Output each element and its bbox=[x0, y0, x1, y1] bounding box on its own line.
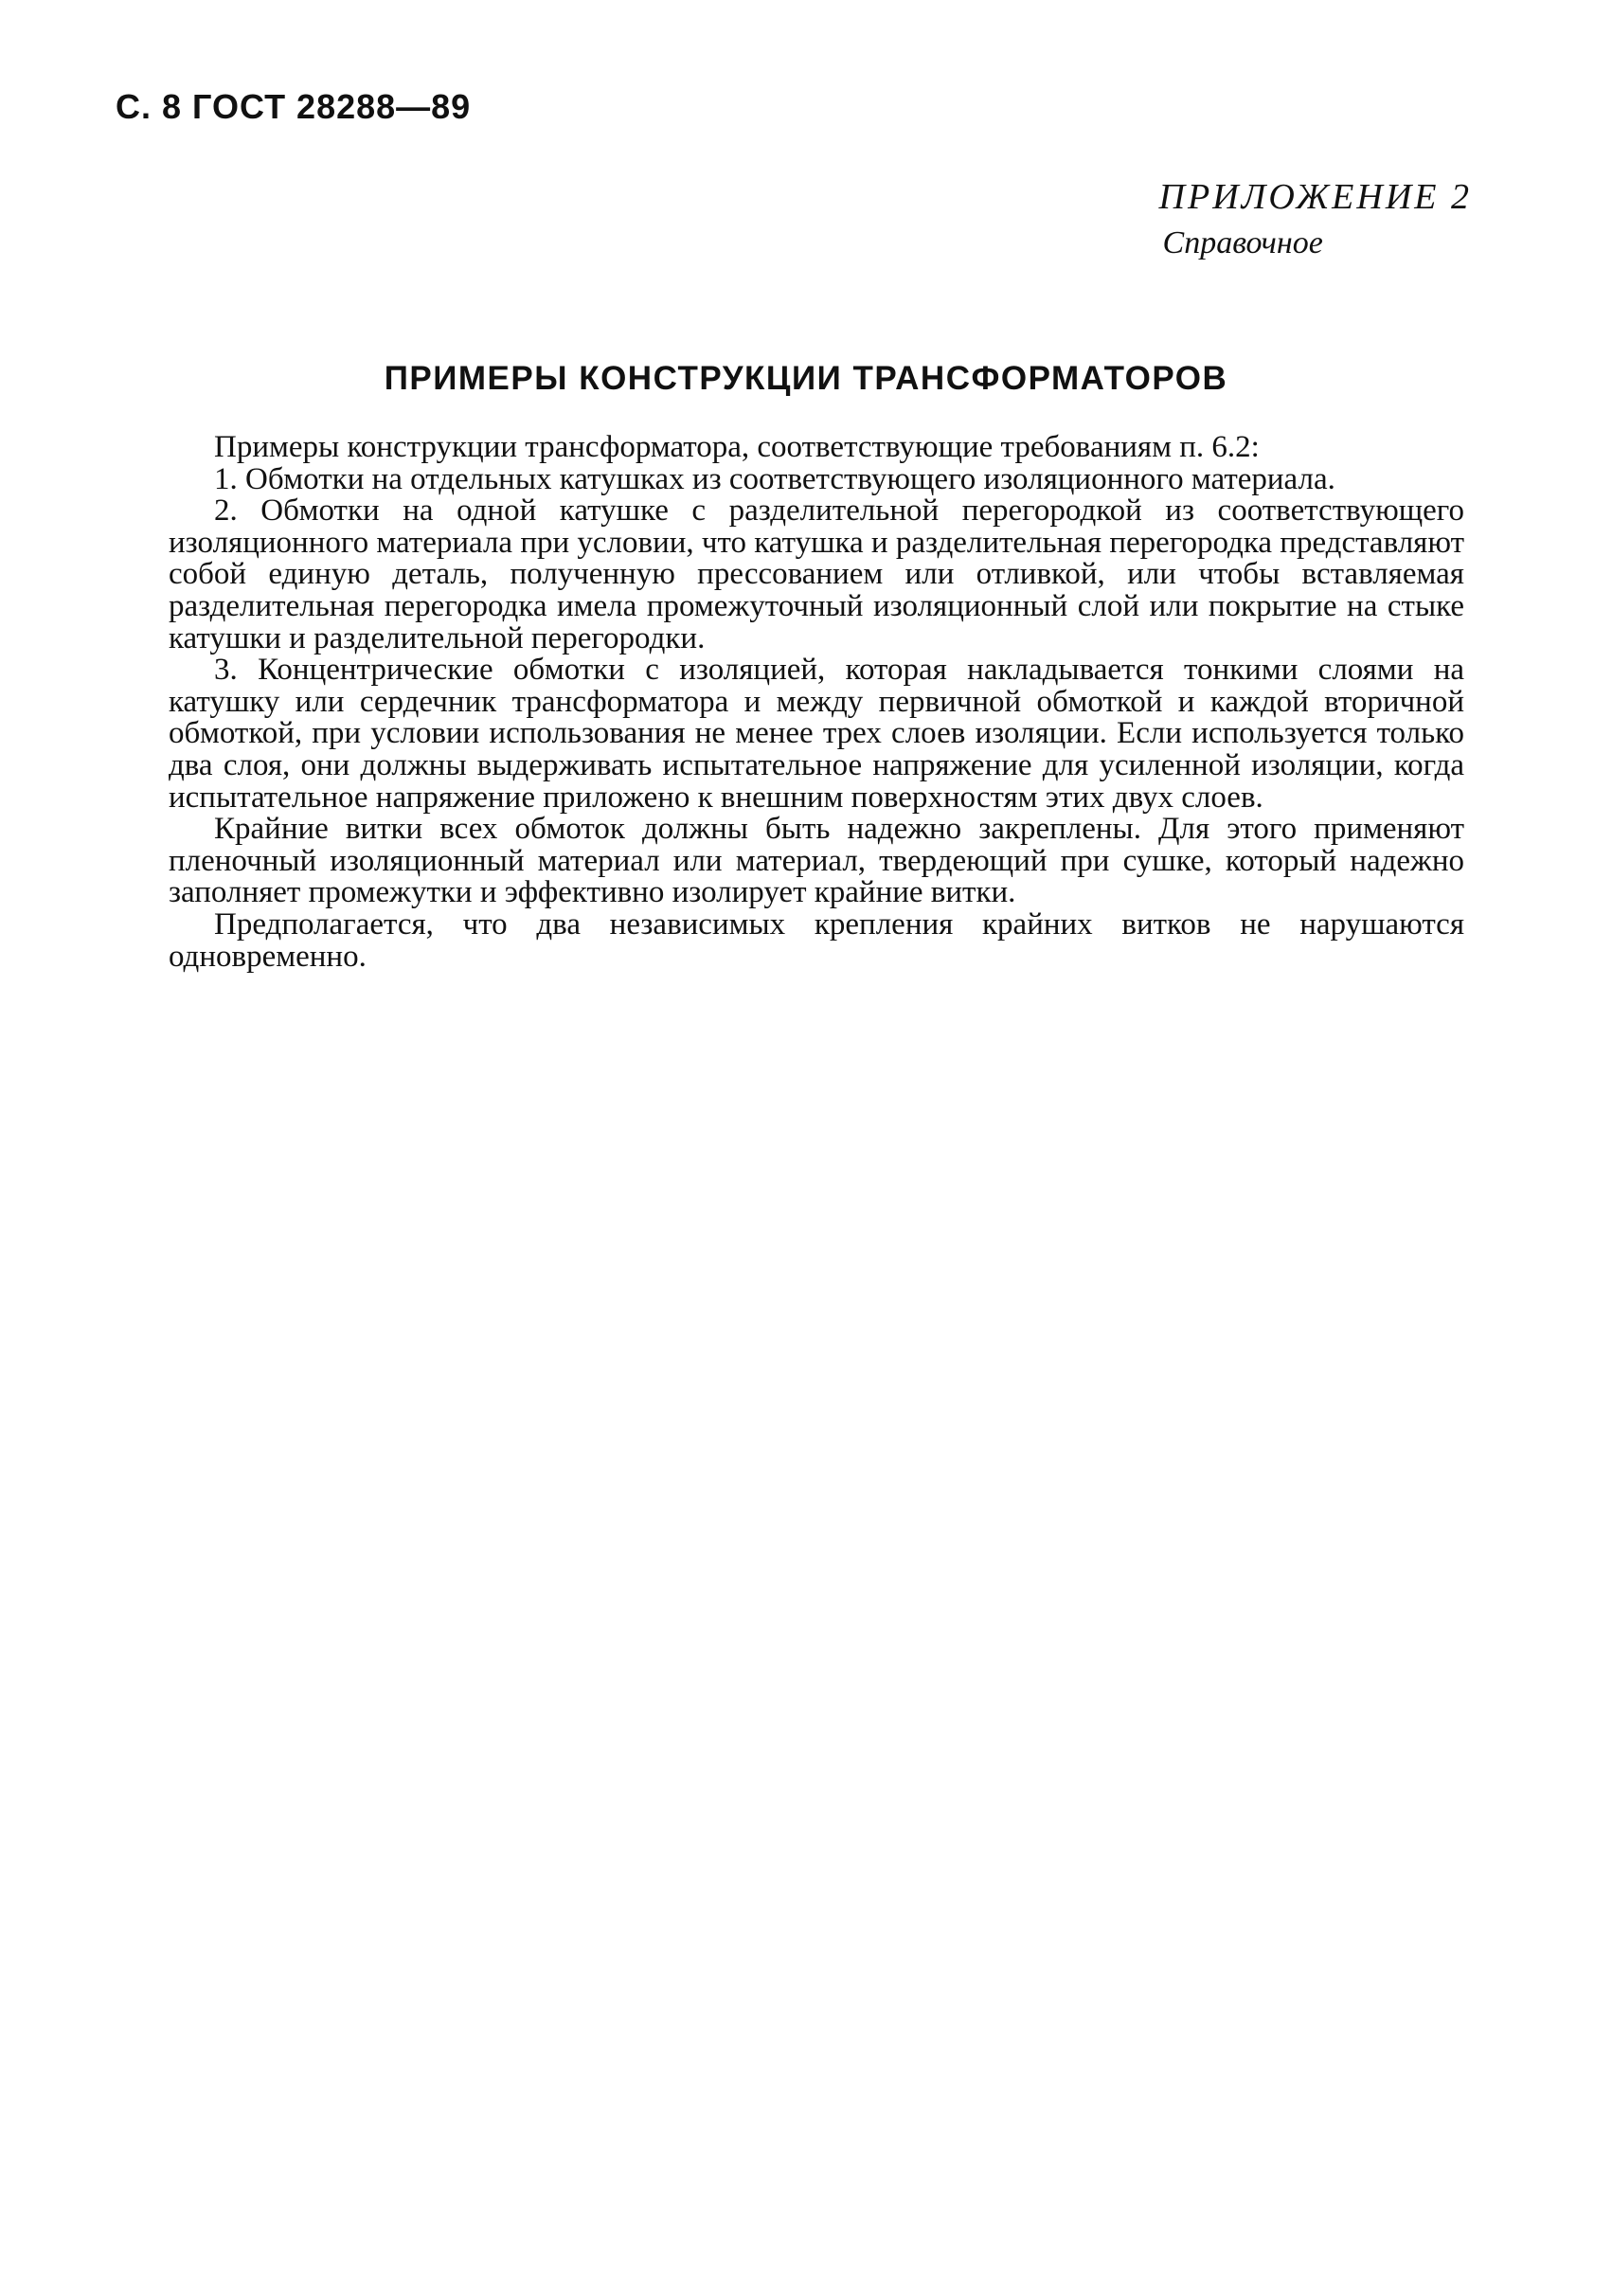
document-title: ПРИМЕРЫ КОНСТРУКЦИИ ТРАНСФОРМАТОРОВ bbox=[384, 360, 1228, 397]
paragraph-end-turns: Крайние витки всех обмоток должны быть надежно закреплены. Для этого применяют пленочный изоляционный материал или материал, твердеющий при сушке, который надежно заполняет промежутки и эффективно изолирует крайние витки. bbox=[169, 812, 1464, 910]
paragraph-assumption: Предполагается, что два независимых крепления крайних витков не нарушаются одновременно. bbox=[169, 906, 1464, 974]
document-body bbox=[169, 432, 1464, 973]
paragraph-item-3: 3. Концентрические обмотки с изоляцией, которая накладывается тонкими слоями на катушку или сердечник трансформатора и между первичной обмоткой и каждой вторичной обмоткой, при условии использования не менее трех слоев изоляции. Если используется только два слоя, они должны выдерживать испытательное напряжение для усиленной изоляции, когда испытательное напряжение приложено к внешним поверхностям этих двух слоев. bbox=[169, 653, 1464, 815]
paragraph-intro: Примеры конструкции трансформатора, соответствующие требованиям п. 6.2: bbox=[214, 430, 1260, 464]
paragraph-item-2: 2. Обмотки на одной катушке с разделительной перегородкой из соответствующего изоляционного материала при условии, что катушка и разделительная перегородка представляют собой единую деталь, полученную прессованием или отливкой, или чтобы вставляемая разделительная перегородка имела промежуточный изоляционный слой или покрытие на стыке катушки и разделительной перегородки. bbox=[169, 493, 1464, 655]
page-header: С. 8 ГОСТ 28288—89 bbox=[116, 87, 472, 126]
appendix-number: ПРИЛОЖЕНИЕ 2 bbox=[1158, 177, 1472, 217]
paragraph-item-1: 1. Обмотки на отдельных катушках из соответствующего изоляционного материала. bbox=[214, 461, 1335, 496]
appendix-label bbox=[1159, 176, 1472, 261]
appendix-type: Справочное bbox=[1162, 225, 1323, 260]
